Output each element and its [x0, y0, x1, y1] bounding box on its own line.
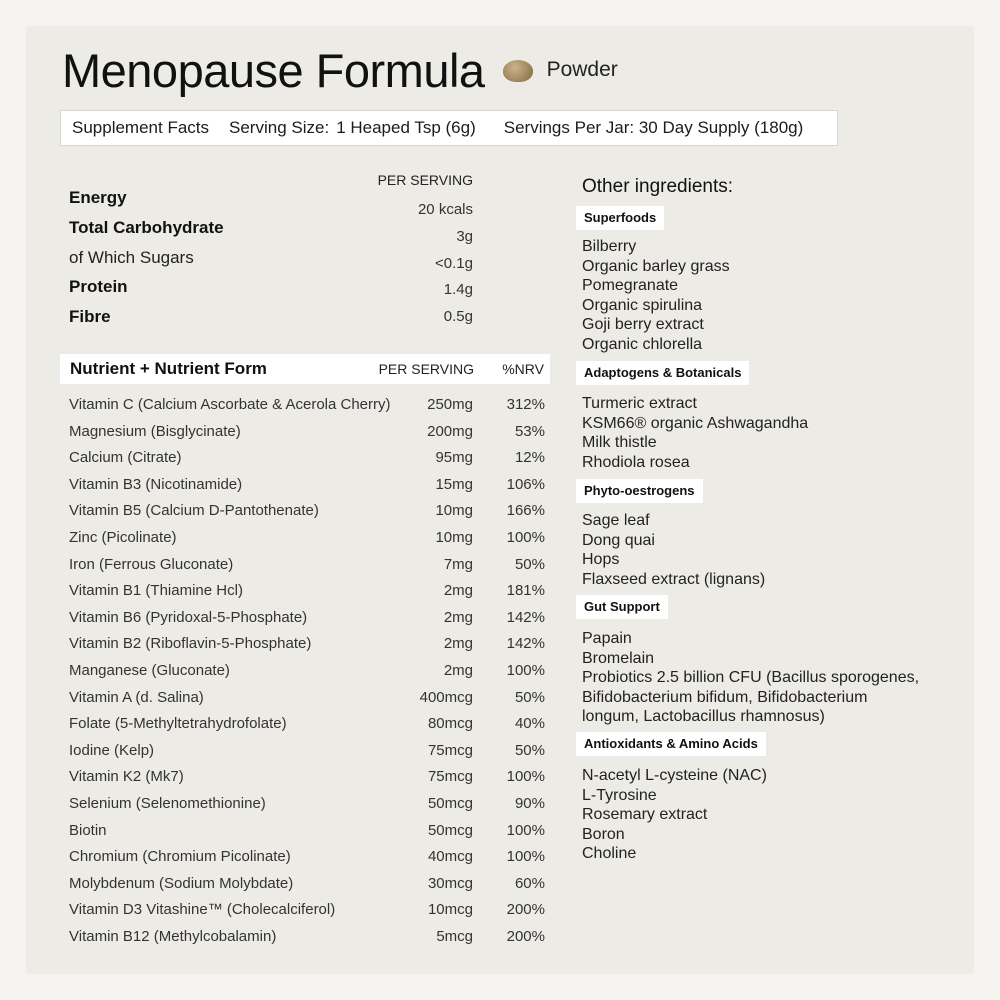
- macro-label-total-carbohydrate: Total Carbohydrate: [69, 218, 224, 237]
- title-row: [62, 44, 618, 96]
- nutrient-row: [69, 928, 545, 954]
- nutrient-name: Iodine (Kelp): [69, 741, 155, 759]
- nutrient-amount: 75mcg: [427, 768, 473, 786]
- ingredient-item: Turmeric extract: [582, 395, 697, 412]
- ingredient-item: Hops: [582, 551, 620, 569]
- macro-label-energy: Energy: [69, 188, 127, 207]
- nutrient-header-nrv: %NRV: [502, 361, 544, 377]
- tag-antioxidants-amino-acids: Antioxidants & Amino Acids: [576, 732, 766, 756]
- macro-label-protein: Protein: [69, 277, 128, 296]
- nutrient-nrv: 90%: [514, 795, 545, 812]
- nutrient-row: [69, 582, 545, 608]
- nutrient-amount: 75mcg: [427, 741, 473, 759]
- servings-per-jar: Servings Per Jar: 30 Day Supply (180g): [503, 118, 804, 137]
- ingredient-item: L-Tyrosine: [582, 786, 657, 804]
- nutrient-nrv: 142%: [506, 635, 545, 653]
- ingredient-item: Choline: [582, 845, 637, 863]
- nutrient-nrv: 100%: [506, 662, 545, 679]
- nutrient-nrv: 106%: [506, 475, 545, 493]
- ingredient-item: Goji berry extract: [582, 316, 704, 334]
- list-phyto-oestrogens: [582, 511, 765, 589]
- nutrient-nrv: 53%: [514, 422, 545, 440]
- nutrient-amount: 15mg: [435, 475, 473, 493]
- nutrient-nrv: 100%: [506, 529, 545, 546]
- nutrient-row: [69, 449, 545, 475]
- list-superfoods: [582, 237, 730, 355]
- serving-size-label: Serving Size:: [229, 118, 330, 137]
- macro-value-protein: 1.4g: [443, 281, 473, 298]
- tag-gut-support: Gut Support: [576, 595, 668, 619]
- nutrient-row: [69, 609, 545, 635]
- nutrient-amount: 10mg: [435, 529, 473, 546]
- nutrient-row: [69, 848, 545, 874]
- ingredient-item: Bromelain: [582, 649, 655, 667]
- nutrient-header-amount: PER SERVING: [378, 361, 474, 377]
- supplement-facts-bar: [60, 110, 838, 146]
- nutrient-amount: 250mg: [427, 396, 473, 413]
- nutrient-nrv: 200%: [506, 901, 545, 919]
- ingredient-item: N-acetyl L-cysteine (NAC): [582, 767, 767, 784]
- ingredient-item: KSM66® organic Ashwagandha: [582, 414, 809, 432]
- ingredient-item: Papain: [582, 630, 632, 647]
- ingredient-item: Bifidobacterium bifidum, Bifidobacterium: [582, 688, 868, 706]
- nutrient-amount: 30mcg: [427, 874, 473, 892]
- macro-value-fibre: 0.5g: [443, 308, 473, 325]
- nutrient-name: Vitamin C (Calcium Ascorbate & Acerola Cherry): [69, 396, 391, 413]
- ingredient-item: Rhodiola rosea: [582, 453, 690, 471]
- supplement-facts-label: Supplement Facts: [72, 118, 210, 137]
- macro-value-energy: 20 kcals: [417, 201, 473, 218]
- nutrient-row: [69, 715, 545, 741]
- nutrient-name: Vitamin B2 (Riboflavin-5-Phosphate): [69, 635, 312, 653]
- nutrient-amount: 95mg: [435, 449, 473, 467]
- nutrient-amount: 80mcg: [427, 715, 473, 733]
- ingredient-item: Milk thistle: [582, 434, 657, 452]
- nutrient-name: Vitamin B1 (Thiamine Hcl): [69, 582, 243, 600]
- nutrient-amount: 2mg: [443, 582, 473, 600]
- nutrient-nrv: 142%: [506, 608, 545, 626]
- nutrient-row: [69, 502, 545, 528]
- nutrient-row: [69, 742, 545, 768]
- nutrient-name: Vitamin B12 (Methylcobalamin): [69, 928, 277, 945]
- nutrient-table-header: [60, 354, 550, 384]
- ingredient-item: Organic chlorella: [582, 335, 703, 353]
- nutrient-amount: 50mcg: [427, 821, 473, 839]
- nutrient-nrv: 100%: [506, 768, 545, 786]
- nutrient-nrv: 200%: [506, 928, 545, 945]
- nutrient-amount: 50mcg: [427, 795, 473, 812]
- nutrient-name: Calcium (Citrate): [69, 449, 182, 467]
- nutrient-nrv: 12%: [514, 449, 545, 467]
- nutrient-nrv: 312%: [506, 396, 545, 413]
- macro-value-total-carbohydrate: 3g: [456, 228, 473, 245]
- nutrient-name: Folate (5-Methyltetrahydrofolate): [69, 715, 287, 733]
- ingredient-item: Boron: [582, 825, 625, 843]
- nutrient-nrv: 40%: [514, 715, 545, 733]
- nutrient-row: [69, 795, 545, 821]
- macros-per-serving-header: PER SERVING: [377, 172, 473, 188]
- nutrient-nrv: 50%: [514, 688, 545, 706]
- ingredient-item: Probiotics 2.5 billion CFU (Bacillus sporogenes,: [582, 669, 920, 687]
- nutrient-amount: 2mg: [443, 608, 473, 626]
- nutrient-name: Vitamin A (d. Salina): [69, 688, 204, 706]
- nutrient-name: Molybdenum (Sodium Molybdate): [69, 874, 294, 892]
- format-label: Powder: [546, 58, 618, 81]
- macro-label-fibre: Fibre: [69, 307, 111, 326]
- nutrient-name: Chromium (Chromium Picolinate): [69, 848, 291, 866]
- ingredient-item: Organic barley grass: [582, 257, 730, 275]
- nutrient-amount: 40mcg: [427, 848, 473, 866]
- list-antioxidants-amino-acids: [582, 766, 767, 864]
- nutrient-name: Magnesium (Bisglycinate): [69, 422, 241, 440]
- product-title: Menopause Formula: [62, 43, 485, 97]
- serving-size-value: 1 Heaped Tsp (6g): [336, 118, 476, 137]
- nutrient-name: Biotin: [69, 821, 107, 839]
- nutrient-nrv: 60%: [514, 874, 545, 892]
- macro-label-sugars: of Which Sugars: [69, 248, 194, 267]
- nutrient-row: [69, 689, 545, 715]
- nutrient-nrv: 166%: [506, 502, 545, 520]
- ingredient-item: Flaxseed extract (lignans): [582, 570, 766, 588]
- nutrient-row: [69, 476, 545, 502]
- nutrient-name: Zinc (Picolinate): [69, 529, 177, 546]
- nutrient-nrv: 181%: [506, 582, 545, 600]
- nutrient-amount: 2mg: [443, 635, 473, 653]
- nutrient-row: [69, 529, 545, 555]
- nutrient-row: [69, 423, 545, 449]
- list-gut-support: [582, 629, 919, 727]
- ingredient-item: Dong quai: [582, 531, 655, 549]
- nutrient-row: [69, 662, 545, 688]
- nutrient-header-name: Nutrient + Nutrient Form: [70, 359, 267, 378]
- ingredient-item: Rosemary extract: [582, 806, 708, 824]
- nutrient-amount: 5mcg: [436, 928, 473, 945]
- nutrient-row: [69, 396, 545, 422]
- nutrient-name: Iron (Ferrous Gluconate): [69, 555, 234, 573]
- ingredient-item: Bilberry: [582, 238, 637, 255]
- nutrient-nrv: 100%: [506, 821, 545, 839]
- nutrient-row: [69, 901, 545, 927]
- nutrient-amount: 400mcg: [419, 688, 473, 706]
- nutrient-row: [69, 556, 545, 582]
- powder-icon: [503, 58, 533, 82]
- tag-superfoods: Superfoods: [576, 206, 664, 230]
- nutrient-name: Selenium (Selenomethionine): [69, 795, 266, 812]
- ingredient-item: Organic spirulina: [582, 296, 703, 314]
- supplement-label-panel: [26, 26, 974, 974]
- nutrient-row: [69, 635, 545, 661]
- nutrient-amount: 7mg: [443, 555, 473, 573]
- nutrient-nrv: 50%: [514, 741, 545, 759]
- nutrient-name: Vitamin B5 (Calcium D-Pantothenate): [69, 502, 319, 520]
- nutrient-amount: 10mcg: [427, 901, 473, 919]
- nutrient-row: [69, 822, 545, 848]
- list-adaptogens-botanicals: [582, 394, 808, 472]
- nutrient-name: Manganese (Gluconate): [69, 662, 230, 679]
- ingredient-item: longum, Lactobacillus rhamnosus): [582, 708, 825, 726]
- nutrient-name: Vitamin D3 Vitashine™ (Cholecalciferol): [69, 901, 336, 919]
- tag-adaptogens-botanicals: Adaptogens & Botanicals: [576, 361, 749, 385]
- nutrient-name: Vitamin B3 (Nicotinamide): [69, 475, 243, 493]
- nutrient-nrv: 50%: [514, 555, 545, 573]
- ingredient-item: Pomegranate: [582, 277, 679, 295]
- nutrient-row: [69, 768, 545, 794]
- nutrient-nrv: 100%: [506, 848, 545, 866]
- macro-value-sugars: <0.1g: [435, 255, 473, 272]
- nutrient-amount: 200mg: [427, 422, 473, 440]
- nutrient-amount: 2mg: [443, 662, 473, 679]
- tag-phyto-oestrogens: Phyto-oestrogens: [576, 479, 703, 503]
- ingredient-item: Sage leaf: [582, 512, 650, 529]
- nutrient-row: [69, 875, 545, 901]
- nutrient-name: Vitamin B6 (Pyridoxal-5-Phosphate): [69, 608, 308, 626]
- nutrient-name: Vitamin K2 (Mk7): [69, 768, 184, 786]
- other-ingredients-title: Other ingredients:: [582, 176, 734, 197]
- nutrient-amount: 10mg: [435, 502, 473, 520]
